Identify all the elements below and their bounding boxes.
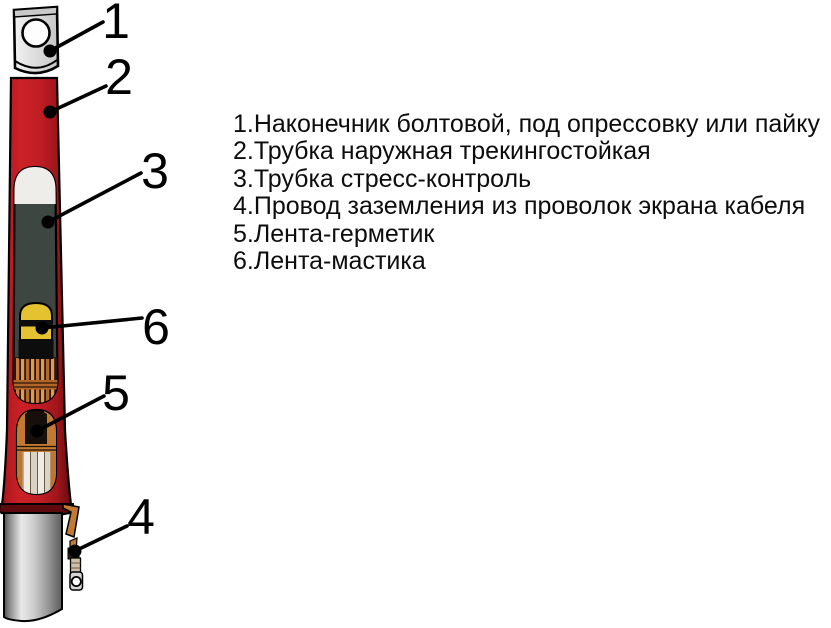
callout-dot-6 <box>36 322 49 335</box>
core-strands <box>17 452 56 494</box>
callout-dot-2 <box>44 106 57 119</box>
callout-line-3 <box>48 173 141 222</box>
legend-item-4: 4.Провод заземления из проволок экрана кабеля <box>233 192 806 221</box>
callout-line-4 <box>75 526 127 551</box>
stress-tube-black-section <box>19 339 54 359</box>
callout-number-2: 2 <box>105 49 133 105</box>
callout-dot-4 <box>69 545 82 558</box>
screen-wire-binder-band <box>12 380 60 390</box>
callout-dot-5 <box>31 425 44 438</box>
callout-dot-3 <box>42 216 55 229</box>
legend-item-2: 2.Трубка наружная трекингостойкая <box>233 137 651 166</box>
callout-number-3: 3 <box>141 143 169 199</box>
callout-number-1: 1 <box>102 0 130 49</box>
callout-number-6: 6 <box>142 299 170 355</box>
ground-strip-upper <box>63 504 79 537</box>
mastic-tape-band <box>19 303 53 341</box>
ground-lug-hole <box>72 577 81 586</box>
legend-item-3: 3.Трубка стресс-контроль <box>233 164 532 193</box>
cable-jacket <box>4 513 62 621</box>
legend-item-1: 1.Наконечник болтовой, под опрессовку или пайку <box>233 110 820 138</box>
bolt-lug <box>14 7 58 73</box>
binder-band-2 <box>17 444 56 453</box>
legend-item-5: 5.Лента-герметик <box>233 219 435 248</box>
legend-item-6: 6.Лента-мастика <box>233 246 426 275</box>
lug-bolt-hole <box>23 20 50 47</box>
legend <box>233 111 820 275</box>
callout-dot-1 <box>44 45 57 58</box>
callout-number-4: 4 <box>127 489 155 545</box>
callout-number-5: 5 <box>102 365 130 421</box>
